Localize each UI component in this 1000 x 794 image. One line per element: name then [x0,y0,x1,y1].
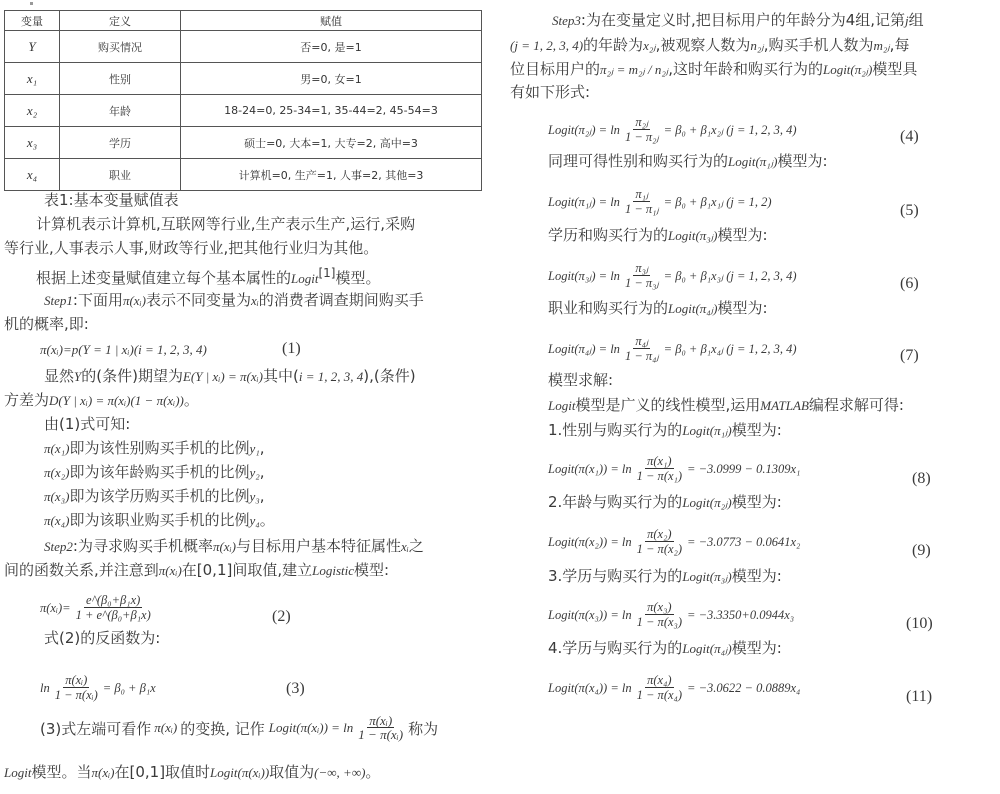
math: π(xᵢ) [158,563,182,578]
fraction [635,528,684,556]
section-heading [548,420,782,441]
table-row [5,159,482,191]
paragraph-line: 有如下形式: [510,83,591,101]
table-row [5,31,482,63]
math: Logit(π₃ⱼ) = ln [548,269,620,283]
equation-6 [548,262,797,290]
fraction [623,262,661,290]
math: xᵢ [400,539,409,554]
paragraph-line: 计算机表示计算机,互联网等行业,生产表示生产,运行,采购 [36,215,416,233]
text: 模型为: [731,421,782,439]
equation-number: (9) [912,542,931,559]
equation-number: (10) [906,615,933,632]
math: Logit(π₄ⱼ) = ln [548,342,620,356]
paragraph-line [548,225,768,246]
math: Logit(π(x₁)) = ln [548,461,632,476]
math: = −3.0773 − 0.0641x₂ [687,534,801,549]
text: ),(条件) [363,367,416,385]
section-heading [548,638,782,659]
text: 模型。 [335,269,381,287]
text: , [259,439,265,457]
math: Logit(π₁ⱼ) = ln [548,195,620,209]
fraction [623,188,661,216]
text: 4.学历与购买行为的 [548,639,683,657]
math: = β₀ + β₁x₁ⱼ (j = 1, 2) [663,195,772,209]
math: y₂ [249,465,260,480]
text: 间的函数关系,并注意到 [4,561,159,579]
equation-4 [548,116,797,144]
equation-number: (8) [912,470,931,487]
math: E(Y | xᵢ) = π(xᵢ) [182,369,263,384]
math: ln [40,680,50,695]
denominator: 1 − π(x₁) [636,469,683,483]
table-cell-var: x₂ [5,95,60,127]
paragraph-line: 式(2)的反函数为: [44,629,161,647]
text: :为寻求购买手机概率 [72,537,213,555]
paragraph-line [548,151,828,172]
table-row [5,63,482,95]
text: 学历和购买行为的 [548,226,669,244]
paragraph-line: 等行业,人事表示人事,财政等行业,把其他行业归为其他。 [4,239,379,257]
denominator: 1 − π(xᵢ) [54,688,98,702]
equation-number: (2) [272,608,291,625]
text: 其中( [262,367,299,385]
math: Logit(π₄ⱼ) [668,301,718,316]
text: 即为该学历购买手机的比例 [69,487,250,505]
numerator: π(x₂) [647,527,672,541]
text: ,这时年龄和购买行为的 [668,60,823,78]
text: ,购买手机人数为 [763,36,874,54]
math: Logit(π(xᵢ)) = ln [268,720,354,735]
fraction [53,674,100,702]
fraction [74,594,153,622]
equation-9 [548,528,800,556]
table-cell-var: x₄ [5,159,60,191]
paragraph-line [4,560,389,581]
math: Logit(π₂ⱼ) = ln [548,123,620,137]
fraction [623,116,661,144]
text: 模型为: [717,299,768,317]
denominator: 1 − π₄ⱼ [624,349,659,363]
text: 。 [259,511,275,529]
math: π(x₂) [44,465,70,480]
text: 组 [908,11,924,29]
text: 取值为 [269,763,315,781]
table-cell-value: 计算机=0, 生产=1, 人事=2, 其他=3 [181,159,482,191]
paragraph-line [40,714,438,742]
numerator: π(xᵢ) [65,673,88,687]
text: 。 [365,763,381,781]
equation-number: (7) [900,347,919,364]
paragraph-line [44,366,416,387]
list-item [44,486,265,507]
math: Y [74,369,82,384]
numerator: π₄ⱼ [635,334,649,348]
math: Logit [4,765,32,780]
math: j [905,13,909,28]
math: Logit(π(x₂)) = ln [548,534,632,549]
table-row [5,95,482,127]
fraction [623,335,661,363]
numerator: π(xᵢ) [369,713,393,728]
math: y₄ [249,513,260,528]
numerator: π(x₁) [647,454,672,468]
text: 模型具 [872,60,918,78]
paragraph-line [510,59,917,80]
page-mark [30,2,33,5]
equation-number: (1) [282,340,301,357]
text: ,每 [889,36,910,54]
equation-10 [548,601,794,629]
math: = −3.0622 − 0.0889x₄ [687,680,801,695]
text: 3.学历与购买行为的 [548,567,683,585]
paragraph-line [510,35,909,56]
table-cell-value: 否=0, 是=1 [181,31,482,63]
math: π(x₁) [44,441,70,456]
text: 显然 [44,367,75,385]
math: Logit(π(x₄)) = ln [548,680,632,695]
section-heading [548,566,782,587]
table-cell-value: 男=0, 女=1 [181,63,482,95]
text: :为在变量定义时,把目标用户的年龄分为4组,记第 [580,11,906,29]
text: 模型为: [731,493,782,511]
equation-11 [548,674,800,702]
paragraph-line [44,290,424,311]
math: m₂ⱼ [873,38,890,53]
fraction [635,601,684,629]
table-header: 变量 [5,11,60,31]
paragraph-line [552,10,924,31]
math: Logit [548,398,576,413]
math: Logistic [312,563,355,578]
math: = −3.0999 − 0.1309x₁ [687,461,801,476]
equation-number: (6) [900,275,919,292]
math: Logit [291,271,319,286]
text: 表示不同变量为 [145,291,251,309]
equation-7 [548,335,797,363]
text: 模型为: [717,226,768,244]
section-heading [548,492,782,513]
citation: [1] [318,266,336,280]
equation-number: (5) [900,202,919,219]
text: 与目标用户基本特征属性 [235,537,401,555]
list-item [44,510,275,531]
paragraph-line [44,536,424,557]
math: Logit(π₃ⱼ) [682,569,732,584]
math: n₂ⱼ [750,38,764,53]
equation-number: (4) [900,128,919,145]
text: 同理可得性别和购买行为的 [548,152,729,170]
text: 编程求解可得: [808,396,904,414]
math: xᵢ [250,293,259,308]
text: 职业和购买行为的 [548,299,669,317]
step-label: Step3 [552,13,581,28]
fraction [356,714,405,742]
paragraph-line: 机的概率,即: [4,315,89,333]
math: i = 1, 2, 3, 4 [298,369,364,384]
text: 即为该性别购买手机的比例 [69,439,250,457]
math: = β₀ + β₁x₃ⱼ (j = 1, 2, 3, 4) [663,269,797,283]
table-cell-def: 年龄 [60,95,181,127]
list-item [44,462,265,483]
denominator: 1 − π₂ⱼ [624,130,659,144]
text: 。 [183,391,199,409]
text: 2.年龄与购买行为的 [548,493,683,511]
math: π(xᵢ) [91,765,115,780]
table-cell-value: 硕士=0, 大本=1, 大专=2, 高中=3 [181,127,482,159]
math: Logit(π₃ⱼ) [668,228,718,243]
text: , [259,487,265,505]
step-label: Step1 [44,293,73,308]
table-cell-def: 职业 [60,159,181,191]
text: 模型: [354,561,390,579]
table-row [5,127,482,159]
paragraph-line [548,298,768,319]
numerator: π(x₃) [647,600,672,614]
text: 位目标用户的 [510,60,601,78]
table-header-row [5,11,482,31]
denominator: 1 − π(x₃) [636,615,683,629]
math: π(xᵢ)= [40,600,71,615]
table-cell-def: 购买情况 [60,31,181,63]
text: 的消费者调查期间购买手 [258,291,424,309]
table-cell-def: 学历 [60,127,181,159]
math: Logit(π₁ⱼ) [682,423,732,438]
paragraph-line: 由(1)式可知: [44,415,131,433]
table-cell-var: x₁ [5,63,60,95]
equation-5 [548,188,772,216]
math: (j = 1, 2, 3, 4) [510,38,584,53]
text: 在[0,1]取值时 [114,763,211,781]
fraction [635,455,684,483]
equation-number: (3) [286,680,305,697]
text: 即为该职业购买手机的比例 [69,511,250,529]
paragraph-line [4,762,380,783]
math: π(x₄) [44,513,70,528]
paragraph-line [4,390,199,411]
variable-table [4,10,482,191]
text: 的年龄为 [583,36,644,54]
denominator: 1 − π₃ⱼ [624,276,659,290]
equation-8 [548,455,800,483]
numerator: π₁ⱼ [635,187,649,201]
fraction [635,674,684,702]
table-cell-var: Y [5,31,60,63]
math: MATLAB [760,398,809,413]
step-label: Step2 [44,539,73,554]
math: y₃ [249,489,260,504]
text: 称为 [408,719,439,738]
math: = −3.3350+0.0944x₃ [687,607,795,622]
equation-3 [40,674,156,702]
denominator: 1 − π₁ⱼ [624,202,659,216]
math: π(xᵢ) [154,720,178,735]
math: Logit(π₂ⱼ) [682,495,732,510]
equation-1: π(xᵢ)=p(Y = 1 | xᵢ)(i = 1, 2, 3, 4) [40,342,207,357]
math: Logit(π₄ⱼ) [682,641,732,656]
math: Logit(π(x₃)) = ln [548,607,632,622]
text: 模型为: [777,152,828,170]
text: 模型为: [731,639,782,657]
math: π₂ⱼ = m₂ⱼ / n₂ⱼ [600,62,669,77]
numerator: e^(β₀+β₁x) [86,593,141,607]
math: x₂ⱼ [643,38,656,53]
math: = β₀ + β₁x [102,680,156,695]
text: , [259,463,265,481]
text: 的(条件)期望为 [81,367,183,385]
text: 模型为: [731,567,782,585]
text: :下面用 [72,291,123,309]
table-cell-def: 性别 [60,63,181,95]
numerator: π₃ⱼ [635,261,649,275]
math: (−∞, +∞) [314,765,366,780]
numerator: π(x₄) [647,673,672,687]
text: 在[0,1]间取值,建立 [181,561,313,579]
equation-number: (11) [906,688,933,705]
math: Logit(π₂ⱼ) [822,62,873,77]
table-cell-value: 18-24=0, 25-34=1, 35-44=2, 45-54=3 [181,95,482,127]
table-caption: 表1:基本变量赋值表 [44,191,179,209]
denominator: 1 − π(x₄) [636,688,683,702]
text: ,被观察人数为 [655,36,751,54]
paragraph-line: 模型求解: [548,371,614,389]
paragraph-line [36,263,381,289]
math: Logit(π(xᵢ)) [210,765,270,780]
text: (3)式左端可看作 [40,719,152,738]
math: Logit(π₁ⱼ) [728,154,778,169]
math: π(xᵢ) [122,293,146,308]
text: 1.性别与购买行为的 [548,421,683,439]
text: 根据上述变量赋值建立每个基本属性的 [36,269,292,287]
list-item [44,438,265,459]
table-header: 赋值 [181,11,482,31]
paragraph-line [548,395,904,416]
text: 之 [408,537,424,555]
math: π(x₃) [44,489,70,504]
text: 方差为 [4,391,50,409]
text: 模型是广义的线性模型,运用 [575,396,761,414]
equation-2 [40,594,156,622]
denominator: 1 − π(xᵢ) [358,727,404,742]
math: = β₀ + β₁x₄ⱼ (j = 1, 2, 3, 4) [663,342,797,356]
text: 模型。当 [31,763,92,781]
table-header: 定义 [60,11,181,31]
table-cell-var: x₃ [5,127,60,159]
text: 即为该年龄购买手机的比例 [69,463,250,481]
denominator: 1 − π(x₂) [636,542,683,556]
math: y₁ [249,441,260,456]
math: = β₀ + β₁x₂ⱼ (j = 1, 2, 3, 4) [663,123,797,137]
math: π(xᵢ) [212,539,236,554]
text: 的变换, 记作 [180,719,265,738]
math: D(Y | xᵢ) = π(xᵢ)(1 − π(xᵢ)) [49,393,184,408]
denominator: 1 + e^(β₀+β₁x) [75,608,151,622]
numerator: π₂ⱼ [635,115,649,129]
